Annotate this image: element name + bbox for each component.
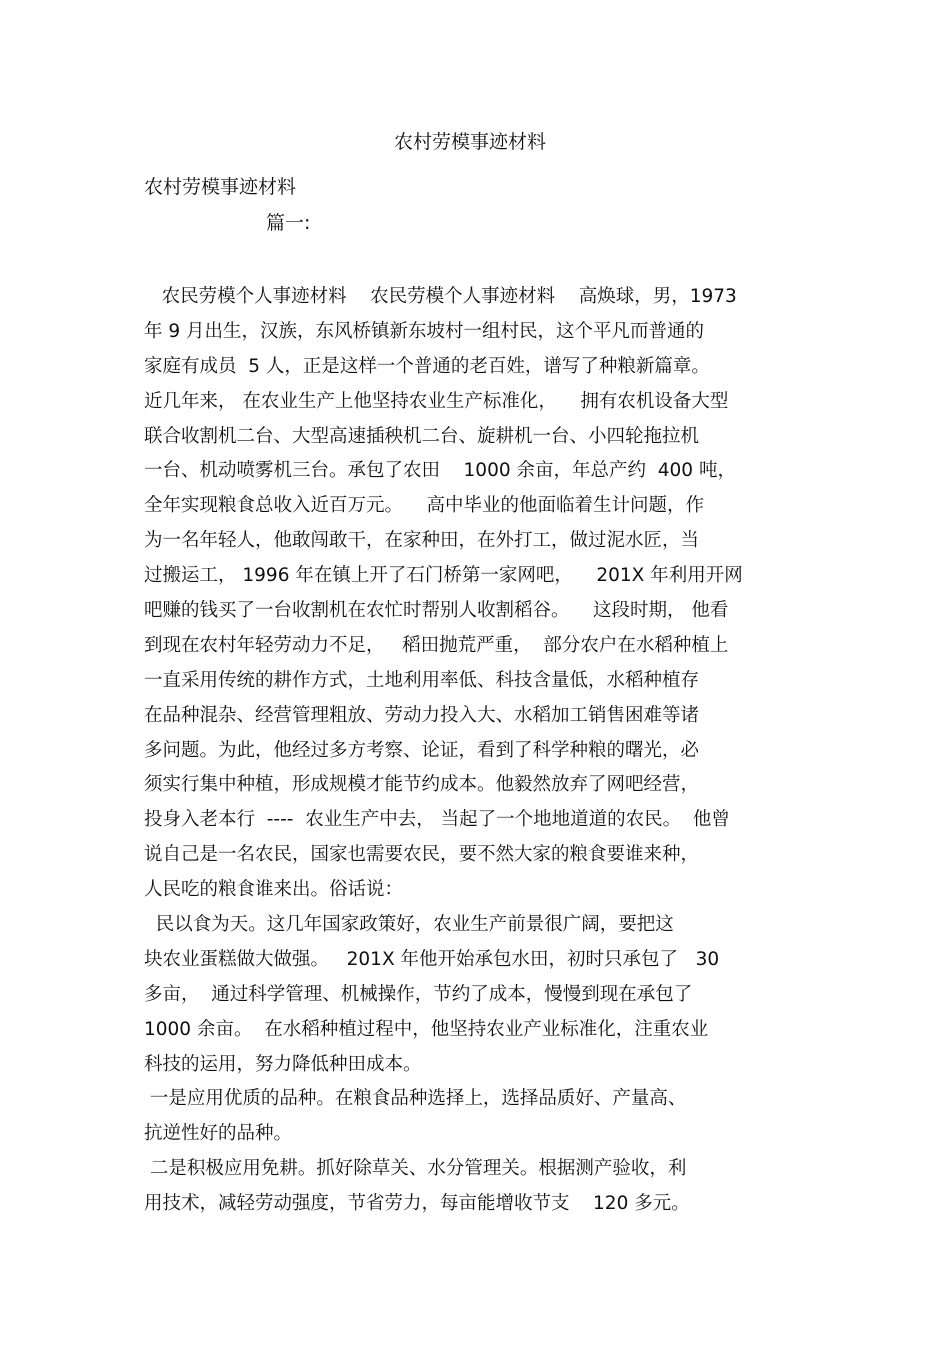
text-line: 农民劳模个人事迹材料 农民劳模个人事迹材料 高焕球，男，1973 xyxy=(144,286,737,307)
text-line: 科技的运用，努力降低种田成本。 xyxy=(144,1053,422,1075)
text-line: 一直采用传统的耕作方式，土地利用率低、科技含量低，水稻种植存 xyxy=(144,669,700,691)
text-line: 过搬运工， 1996 年在镇上开了石门桥第一家网吧， 201X 年利用开网 xyxy=(144,565,743,587)
text-line: 到现在农村年轻劳动力不足， 稻田抛荒严重， 部分农户在水稻种植上 xyxy=(144,634,729,656)
text-line: 二是积极应用免耕。抓好除草关、水分管理关。根据测产验收，利 xyxy=(144,1158,687,1180)
text-line: 用技术，减轻劳动强度，节省劳力，每亩能增收节支 120 多元。 xyxy=(144,1193,690,1215)
text-line: 联合收割机二台、大型高速插秧机二台、旋耕机一台、小四轮拖拉机 xyxy=(144,425,700,447)
text-line: 为一名年轻人，他敢闯敢干，在家种田，在外打工，做过泥水匠，当 xyxy=(144,530,700,552)
text-line: 全年实现粮食总收入近百万元。 高中毕业的他面临着生计问题，作 xyxy=(144,495,705,517)
text-line: 吧赚的钱买了一台收割机在农忙时帮别人收割稻谷。 这段时期， 他看 xyxy=(144,600,729,622)
text-line: 一台、机动喷雾机三台。承包了农田 1000 余亩，年总产约 400 吨， xyxy=(144,460,736,482)
text-line: 一是应用优质的品种。在粮食品种选择上，选择品质好、产量高、 xyxy=(144,1088,687,1110)
text-line: 多问题。为此，他经过多方考察、论证，看到了科学种粮的曙光，必 xyxy=(144,739,700,761)
text-line: 多亩， 通过科学管理、机械操作，节约了成本，慢慢到现在承包了 xyxy=(144,983,693,1005)
text-line: 说自己是一名农民，国家也需要农民，要不然大家的粮食要谁来种， xyxy=(144,844,700,866)
text-line: 年 9 月出生，汉族，东风桥镇新东坡村一组村民，这个平凡而普通的 xyxy=(144,320,705,342)
document-title: 农村劳模事迹材料 xyxy=(393,131,546,153)
section-label: 篇一: xyxy=(266,212,311,234)
text-line: 家庭有成员 5 人，正是这样一个普通的老百姓，谱写了种粮新篇章。 xyxy=(144,355,710,377)
text-line: 近几年来， 在农业生产上他坚持农业生产标准化， 拥有农机设备大型 xyxy=(144,390,729,412)
text-line: 在品种混杂、经营管理粗放、劳动力投入大、水稻加工销售困难等诸 xyxy=(144,704,700,726)
text-line: 民以食为天。这几年国家政策好，农业生产前景很广阔，要把这 xyxy=(144,914,674,936)
text-line: 人民吃的粮食谁来出。俗话说： xyxy=(144,879,404,901)
text-line: 块农业蛋糕做大做强。 201X 年他开始承包水田，初时只承包了 30 xyxy=(144,948,720,970)
text-line: 1000 余亩。 在水稻种植过程中，他坚持农业产业标准化，注重农业 xyxy=(144,1018,709,1040)
text-line: 须实行集中种植，形成规模才能节约成本。他毅然放弃了网吧经营， xyxy=(144,774,700,796)
document-subtitle: 农村劳模事迹材料 xyxy=(144,176,297,198)
text-line: 抗逆性好的品种。 xyxy=(144,1123,293,1145)
body-text xyxy=(144,280,834,1222)
text-line: 投身入老本行 ---- 农业生产中去， 当起了一个地地道道的农民。 他曾 xyxy=(144,809,730,831)
